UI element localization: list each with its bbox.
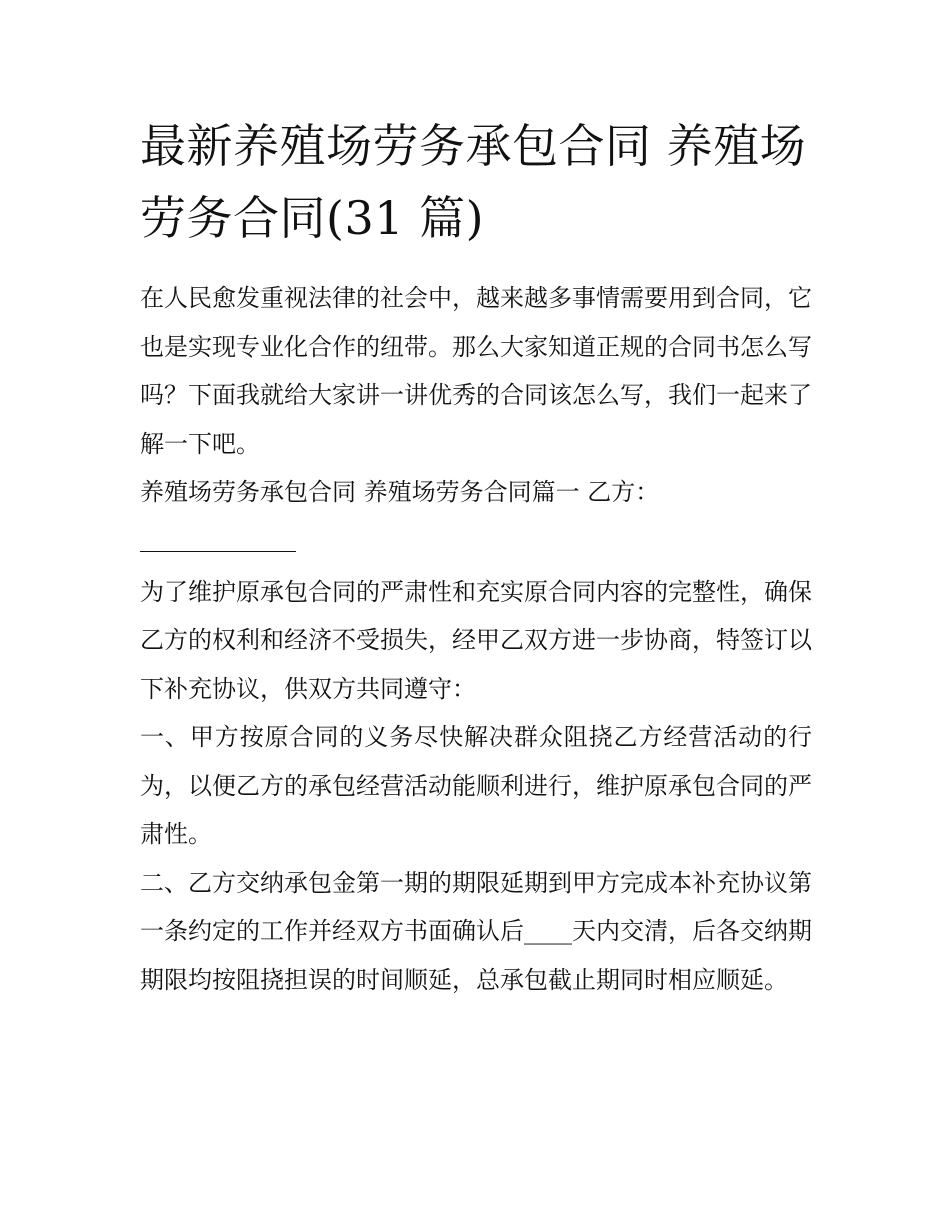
paragraph-purpose: 为了维护原承包合同的严肃性和充实原合同内容的完整性，确保乙方的权利和经济不受损失，经甲乙双方进一步协商，特签订以下补充协议，供双方共同遵守： xyxy=(140,577,812,703)
document-title: 最新养殖场劳务承包合同 养殖场劳务合同(31 篇) xyxy=(140,119,807,245)
intro-paragraph: 在人民愈发重视法律的社会中，越来越多事情需要用到合同，它也是实现专业化合作的纽带。那么大家知道正规的合同书怎么写吗？下面我就给大家讲一讲优秀的合同该怎么写，我们一起来了解一下吧。 xyxy=(140,284,812,458)
paragraph-clause-2: 二、乙方交纳承包金第一期的期限延期到甲方完成本补充协议第一条约定的工作并经双方书面确认后____天内交清，后各交纳期期限均按阻挠担误的时间顺延，总承包截止期同时相应顺延。 xyxy=(140,868,812,994)
spacer xyxy=(140,558,812,568)
document-page xyxy=(140,110,812,1004)
section-heading: 养殖场劳务承包合同 养殖场劳务合同篇一 乙方： xyxy=(140,478,660,506)
signature-blank-line xyxy=(140,517,296,552)
paragraph-clause-1: 一、甲方按原合同的义务尽快解决群众阻挠乙方经营活动的行为，以便乙方的承包经营活动能顺利进行，维护原承包合同的严肃性。 xyxy=(140,723,812,848)
